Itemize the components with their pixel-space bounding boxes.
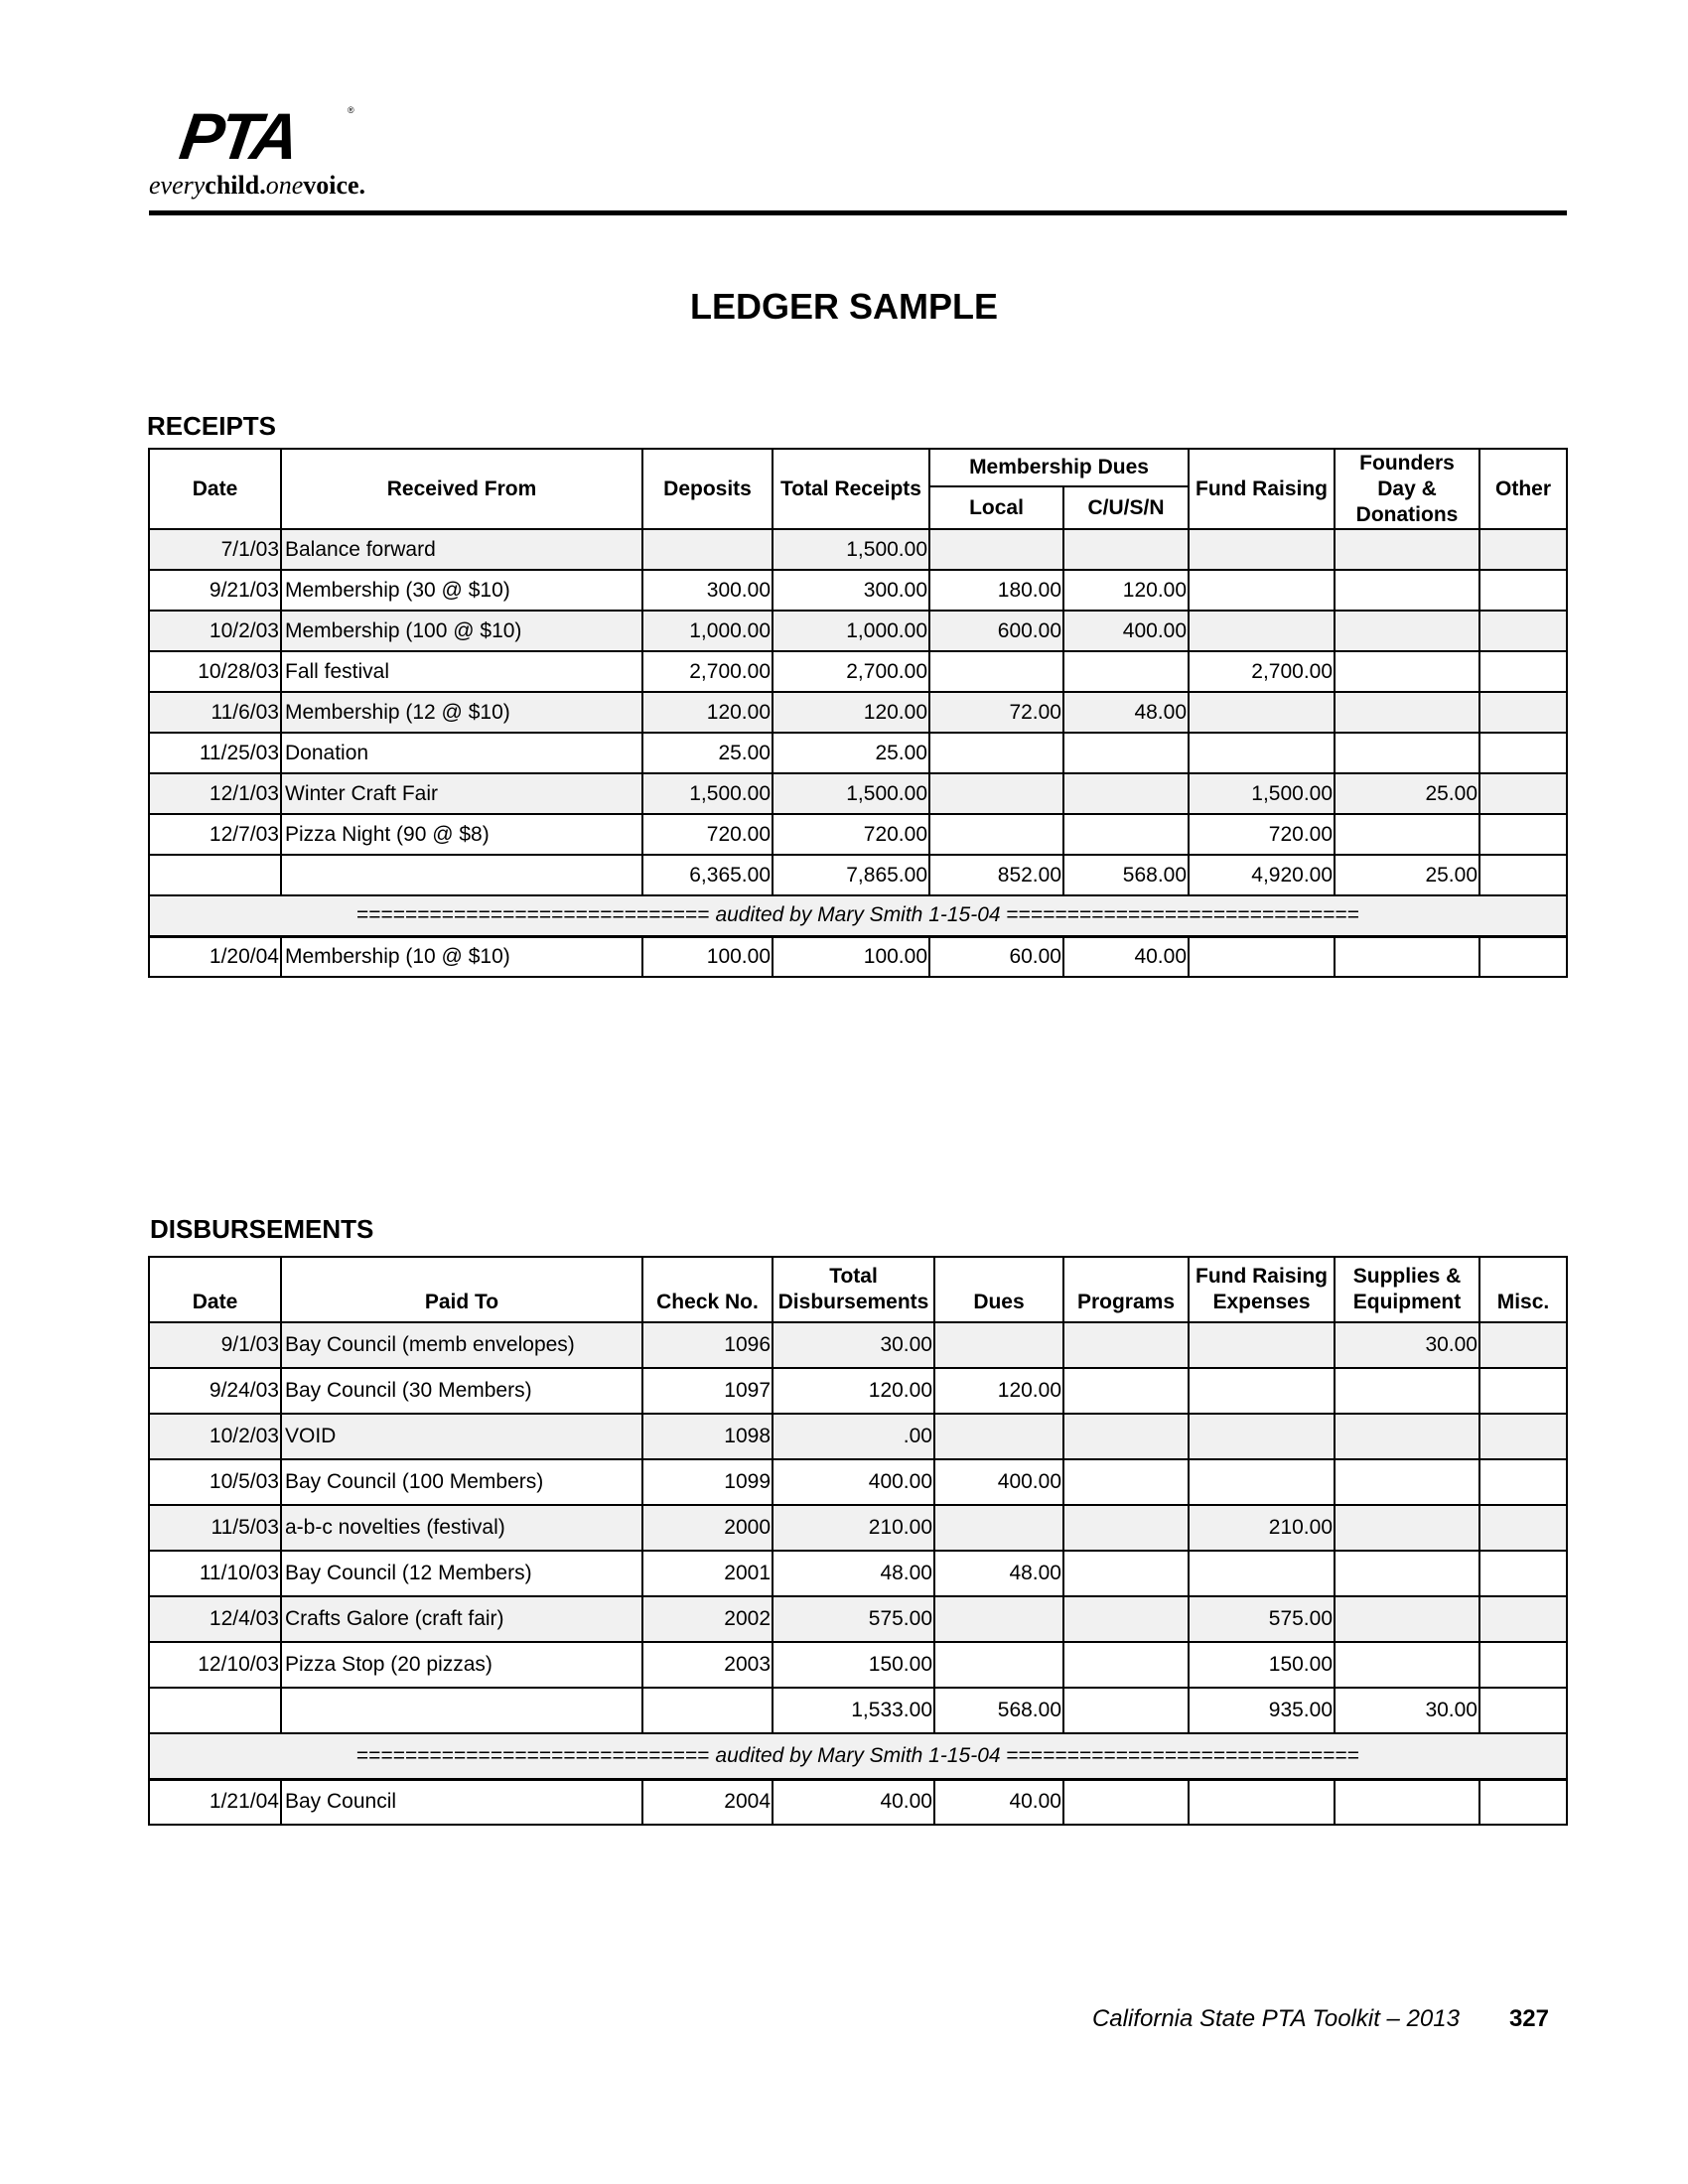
cell-programs [1063,1779,1189,1825]
cell-supplies [1335,1551,1479,1596]
total-fund: 935.00 [1189,1688,1335,1733]
cell-from: Membership (100 @ $10) [281,611,642,651]
cell-total: 1,500.00 [773,773,929,814]
cell-misc [1479,1459,1567,1505]
cell-paid: Bay Council (12 Members) [281,1551,642,1596]
total-line-2: Disbursements [777,1291,929,1313]
cell-fund [1189,1368,1335,1414]
cell-other [1479,611,1567,651]
cell-check: 1099 [642,1459,773,1505]
audit-rule: ============================= [1006,1743,1360,1767]
cell-check: 2000 [642,1505,773,1551]
table-row [149,1368,1567,1414]
cell-fund: 210.00 [1189,1505,1335,1551]
cell-other [1479,692,1567,733]
total-other [1479,855,1567,895]
cell-programs [1063,1551,1189,1596]
cell-fund [1189,1459,1335,1505]
cell-founders [1335,936,1479,977]
document-title: LEDGER SAMPLE [689,286,999,327]
col-misc: Misc. [1479,1257,1567,1322]
col-total-disbursements [773,1257,934,1322]
cell-local [929,529,1063,570]
logo-tagline [149,171,365,201]
cell-date: 11/5/03 [149,1505,281,1551]
col-programs: Programs [1063,1257,1189,1322]
cell-other [1479,733,1567,773]
pta-logo [149,99,407,208]
cell-from: Pizza Night (90 @ $8) [281,814,642,855]
cell-founders [1335,570,1479,611]
total-total: 1,533.00 [773,1688,934,1733]
cell-paid: Bay Council [281,1779,642,1825]
total-check [642,1688,773,1733]
cell-misc [1479,1368,1567,1414]
col-total-receipts: Total Receipts [773,449,929,529]
cell-programs [1063,1642,1189,1688]
col-founders-day-donations [1335,449,1479,529]
cell-local [929,814,1063,855]
cell-cusn: 40.00 [1063,936,1189,977]
table-row [149,1596,1567,1642]
cell-date: 10/5/03 [149,1459,281,1505]
table-row [149,814,1567,855]
cell-total: 1,500.00 [773,529,929,570]
cell-total: 575.00 [773,1596,934,1642]
cell-programs [1063,1322,1189,1368]
cell-cusn: 120.00 [1063,570,1189,611]
total-total: 7,865.00 [773,855,929,895]
cell-misc [1479,1642,1567,1688]
page-number: 327 [1508,2005,1549,2032]
cell-check: 2002 [642,1596,773,1642]
cell-dues [934,1642,1063,1688]
cell-total: 1,000.00 [773,611,929,651]
cell-total: .00 [773,1414,934,1459]
cell-dues: 400.00 [934,1459,1063,1505]
cell-fund [1189,529,1335,570]
table-row [149,1551,1567,1596]
cell-cusn [1063,814,1189,855]
cell-total: 150.00 [773,1642,934,1688]
totals-row [149,855,1567,895]
cell-cusn [1063,651,1189,692]
total-from [281,855,642,895]
cell-total: 210.00 [773,1505,934,1551]
cell-date: 10/28/03 [149,651,281,692]
cell-fund: 2,700.00 [1189,651,1335,692]
cell-check: 1096 [642,1322,773,1368]
logo-mark: PTA [175,99,301,173]
cell-dues [934,1505,1063,1551]
cell-date: 11/6/03 [149,692,281,733]
cell-cusn: 400.00 [1063,611,1189,651]
table-row [149,692,1567,733]
receipts-table [148,448,1568,978]
cell-deposits: 2,700.00 [642,651,773,692]
cell-programs [1063,1505,1189,1551]
cell-other [1479,651,1567,692]
cell-local: 60.00 [929,936,1063,977]
col-date: Date [149,1257,281,1322]
cell-founders [1335,692,1479,733]
audit-note [149,1733,1567,1779]
cell-date: 12/1/03 [149,773,281,814]
cell-founders [1335,814,1479,855]
header-divider [149,210,1567,215]
cell-dues: 48.00 [934,1551,1063,1596]
cell-check: 1098 [642,1414,773,1459]
cell-deposits: 1,000.00 [642,611,773,651]
cell-fund: 575.00 [1189,1596,1335,1642]
cell-local: 600.00 [929,611,1063,651]
cell-programs [1063,1368,1189,1414]
cell-date: 10/2/03 [149,611,281,651]
cell-check: 2001 [642,1551,773,1596]
cell-supplies: 30.00 [1335,1322,1479,1368]
audit-text: audited by Mary Smith 1-15-04 [715,1743,1001,1767]
cell-misc [1479,1551,1567,1596]
cell-paid: VOID [281,1414,642,1459]
cell-paid: Bay Council (memb envelopes) [281,1322,642,1368]
total-supplies: 30.00 [1335,1688,1479,1733]
col-dues: Dues [934,1257,1063,1322]
cell-paid: a-b-c novelties (festival) [281,1505,642,1551]
audit-row [149,895,1567,936]
total-local: 852.00 [929,855,1063,895]
col-paid-to: Paid To [281,1257,642,1322]
cell-fund [1189,936,1335,977]
table-row [149,1642,1567,1688]
cell-other [1479,773,1567,814]
cell-dues [934,1596,1063,1642]
cell-fund: 1,500.00 [1189,773,1335,814]
cell-programs [1063,1459,1189,1505]
total-misc [1479,1688,1567,1733]
cell-date: 12/7/03 [149,814,281,855]
table-row [149,1459,1567,1505]
cell-total: 30.00 [773,1322,934,1368]
audit-rule: ============================= [355,1743,710,1767]
cell-date: 7/1/03 [149,529,281,570]
total-date [149,855,281,895]
totals-row [149,1688,1567,1733]
cell-date: 1/21/04 [149,1779,281,1825]
cell-date: 9/1/03 [149,1322,281,1368]
cell-date: 11/10/03 [149,1551,281,1596]
col-check-no: Check No. [642,1257,773,1322]
cell-check: 2004 [642,1779,773,1825]
col-other: Other [1479,449,1567,529]
cell-fund [1189,733,1335,773]
cell-paid: Bay Council (30 Members) [281,1368,642,1414]
cell-date: 12/4/03 [149,1596,281,1642]
cell-from: Fall festival [281,651,642,692]
receipts-heading: RECEIPTS [147,411,277,441]
cell-date: 9/21/03 [149,570,281,611]
cell-total: 120.00 [773,692,929,733]
cell-paid: Crafts Galore (craft fair) [281,1596,642,1642]
cell-fund [1189,1551,1335,1596]
col-received-from: Received From [281,449,642,529]
cell-date: 12/10/03 [149,1642,281,1688]
cell-total: 720.00 [773,814,929,855]
cell-from: Membership (10 @ $10) [281,936,642,977]
cell-total: 2,700.00 [773,651,929,692]
fund-line-1: Fund Raising [1196,1265,1328,1288]
cell-other [1479,570,1567,611]
tagline-child: child. [205,171,266,200]
cell-cusn [1063,773,1189,814]
cell-founders [1335,611,1479,651]
cell-from: Balance forward [281,529,642,570]
cell-total: 300.00 [773,570,929,611]
table-row [149,1322,1567,1368]
total-date [149,1688,281,1733]
cell-supplies [1335,1459,1479,1505]
cell-from: Membership (30 @ $10) [281,570,642,611]
cell-local [929,733,1063,773]
supplies-line-1: Supplies & [1352,1265,1462,1288]
col-fund-raising-expenses [1189,1257,1335,1322]
cell-deposits [642,529,773,570]
cell-deposits: 100.00 [642,936,773,977]
table-row [149,1779,1567,1825]
footer-source: California State PTA Toolkit – 2013 [1091,2005,1460,2032]
cell-total: 400.00 [773,1459,934,1505]
cell-misc [1479,1322,1567,1368]
col-cusn: C/U/S/N [1063,486,1189,529]
total-line-1: Total [829,1265,878,1288]
audit-rule: ============================= [355,903,710,927]
cell-supplies [1335,1414,1479,1459]
cell-dues: 40.00 [934,1779,1063,1825]
cell-deposits: 720.00 [642,814,773,855]
cell-dues [934,1322,1063,1368]
total-founders: 25.00 [1335,855,1479,895]
cell-cusn: 48.00 [1063,692,1189,733]
tagline-every: every [149,171,206,200]
cell-misc [1479,1779,1567,1825]
cell-paid: Bay Council (100 Members) [281,1459,642,1505]
cell-check: 2003 [642,1642,773,1688]
cell-deposits: 1,500.00 [642,773,773,814]
total-paid [281,1688,642,1733]
cell-cusn [1063,529,1189,570]
cell-local [929,773,1063,814]
cell-supplies [1335,1642,1479,1688]
cell-from: Membership (12 @ $10) [281,692,642,733]
cell-date: 10/2/03 [149,1414,281,1459]
table-row [149,611,1567,651]
disbursements-table [148,1256,1568,1826]
col-local: Local [929,486,1063,529]
cell-misc [1479,1596,1567,1642]
cell-fund [1189,1414,1335,1459]
cell-fund [1189,1322,1335,1368]
total-programs [1063,1688,1189,1733]
cell-total: 40.00 [773,1779,934,1825]
page-footer [1092,2005,1549,2033]
cell-deposits: 120.00 [642,692,773,733]
cell-programs [1063,1414,1189,1459]
logo-registered-mark: ® [348,105,354,115]
col-membership-dues: Membership Dues [929,449,1189,486]
audit-note [149,895,1567,936]
cell-fund [1189,611,1335,651]
table-row [149,733,1567,773]
cell-programs [1063,1596,1189,1642]
total-dues: 568.00 [934,1688,1063,1733]
cell-founders [1335,651,1479,692]
total-cusn: 568.00 [1063,855,1189,895]
cell-local: 180.00 [929,570,1063,611]
cell-total: 120.00 [773,1368,934,1414]
cell-dues: 120.00 [934,1368,1063,1414]
cell-local: 72.00 [929,692,1063,733]
total-fund: 4,920.00 [1189,855,1335,895]
cell-paid: Pizza Stop (20 pizzas) [281,1642,642,1688]
fund-line-2: Expenses [1212,1291,1311,1313]
cell-founders [1335,529,1479,570]
cell-supplies [1335,1368,1479,1414]
cell-from: Donation [281,733,642,773]
page-header [149,99,1567,216]
cell-fund [1189,1779,1335,1825]
col-date: Date [149,449,281,529]
founders-line-3: Donations [1355,502,1459,526]
cell-dues [934,1414,1063,1459]
cell-cusn [1063,733,1189,773]
founders-line-1: Founders [1359,451,1455,475]
disbursements-heading: DISBURSEMENTS [150,1214,374,1244]
table-row [149,529,1567,570]
cell-fund: 150.00 [1189,1642,1335,1688]
total-deposits: 6,365.00 [642,855,773,895]
supplies-line-2: Equipment [1352,1291,1462,1313]
tagline-voice: voice. [303,171,366,200]
audit-row [149,1733,1567,1779]
col-fund-raising: Fund Raising [1189,449,1335,529]
cell-total: 48.00 [773,1551,934,1596]
cell-supplies [1335,1779,1479,1825]
cell-fund [1189,692,1335,733]
table-row [149,1414,1567,1459]
audit-text: audited by Mary Smith 1-15-04 [715,903,1001,927]
cell-misc [1479,1505,1567,1551]
cell-date: 9/24/03 [149,1368,281,1414]
cell-other [1479,936,1567,977]
cell-date: 1/20/04 [149,936,281,977]
table-row [149,773,1567,814]
cell-check: 1097 [642,1368,773,1414]
table-row [149,651,1567,692]
cell-other [1479,529,1567,570]
cell-local [929,651,1063,692]
table-row [149,570,1567,611]
cell-other [1479,814,1567,855]
cell-founders [1335,733,1479,773]
founders-line-2: Day & [1377,477,1437,500]
cell-misc [1479,1414,1567,1459]
cell-fund [1189,570,1335,611]
cell-from: Winter Craft Fair [281,773,642,814]
audit-rule: ============================= [1006,903,1360,927]
cell-date: 11/25/03 [149,733,281,773]
tagline-one: one [265,171,304,200]
cell-founders: 25.00 [1335,773,1479,814]
table-row [149,1505,1567,1551]
cell-total: 25.00 [773,733,929,773]
cell-total: 100.00 [773,936,929,977]
cell-supplies [1335,1505,1479,1551]
table-row [149,936,1567,977]
col-supplies-equipment [1335,1257,1479,1322]
cell-fund: 720.00 [1189,814,1335,855]
cell-deposits: 25.00 [642,733,773,773]
cell-deposits: 300.00 [642,570,773,611]
col-deposits: Deposits [642,449,773,529]
cell-supplies [1335,1596,1479,1642]
